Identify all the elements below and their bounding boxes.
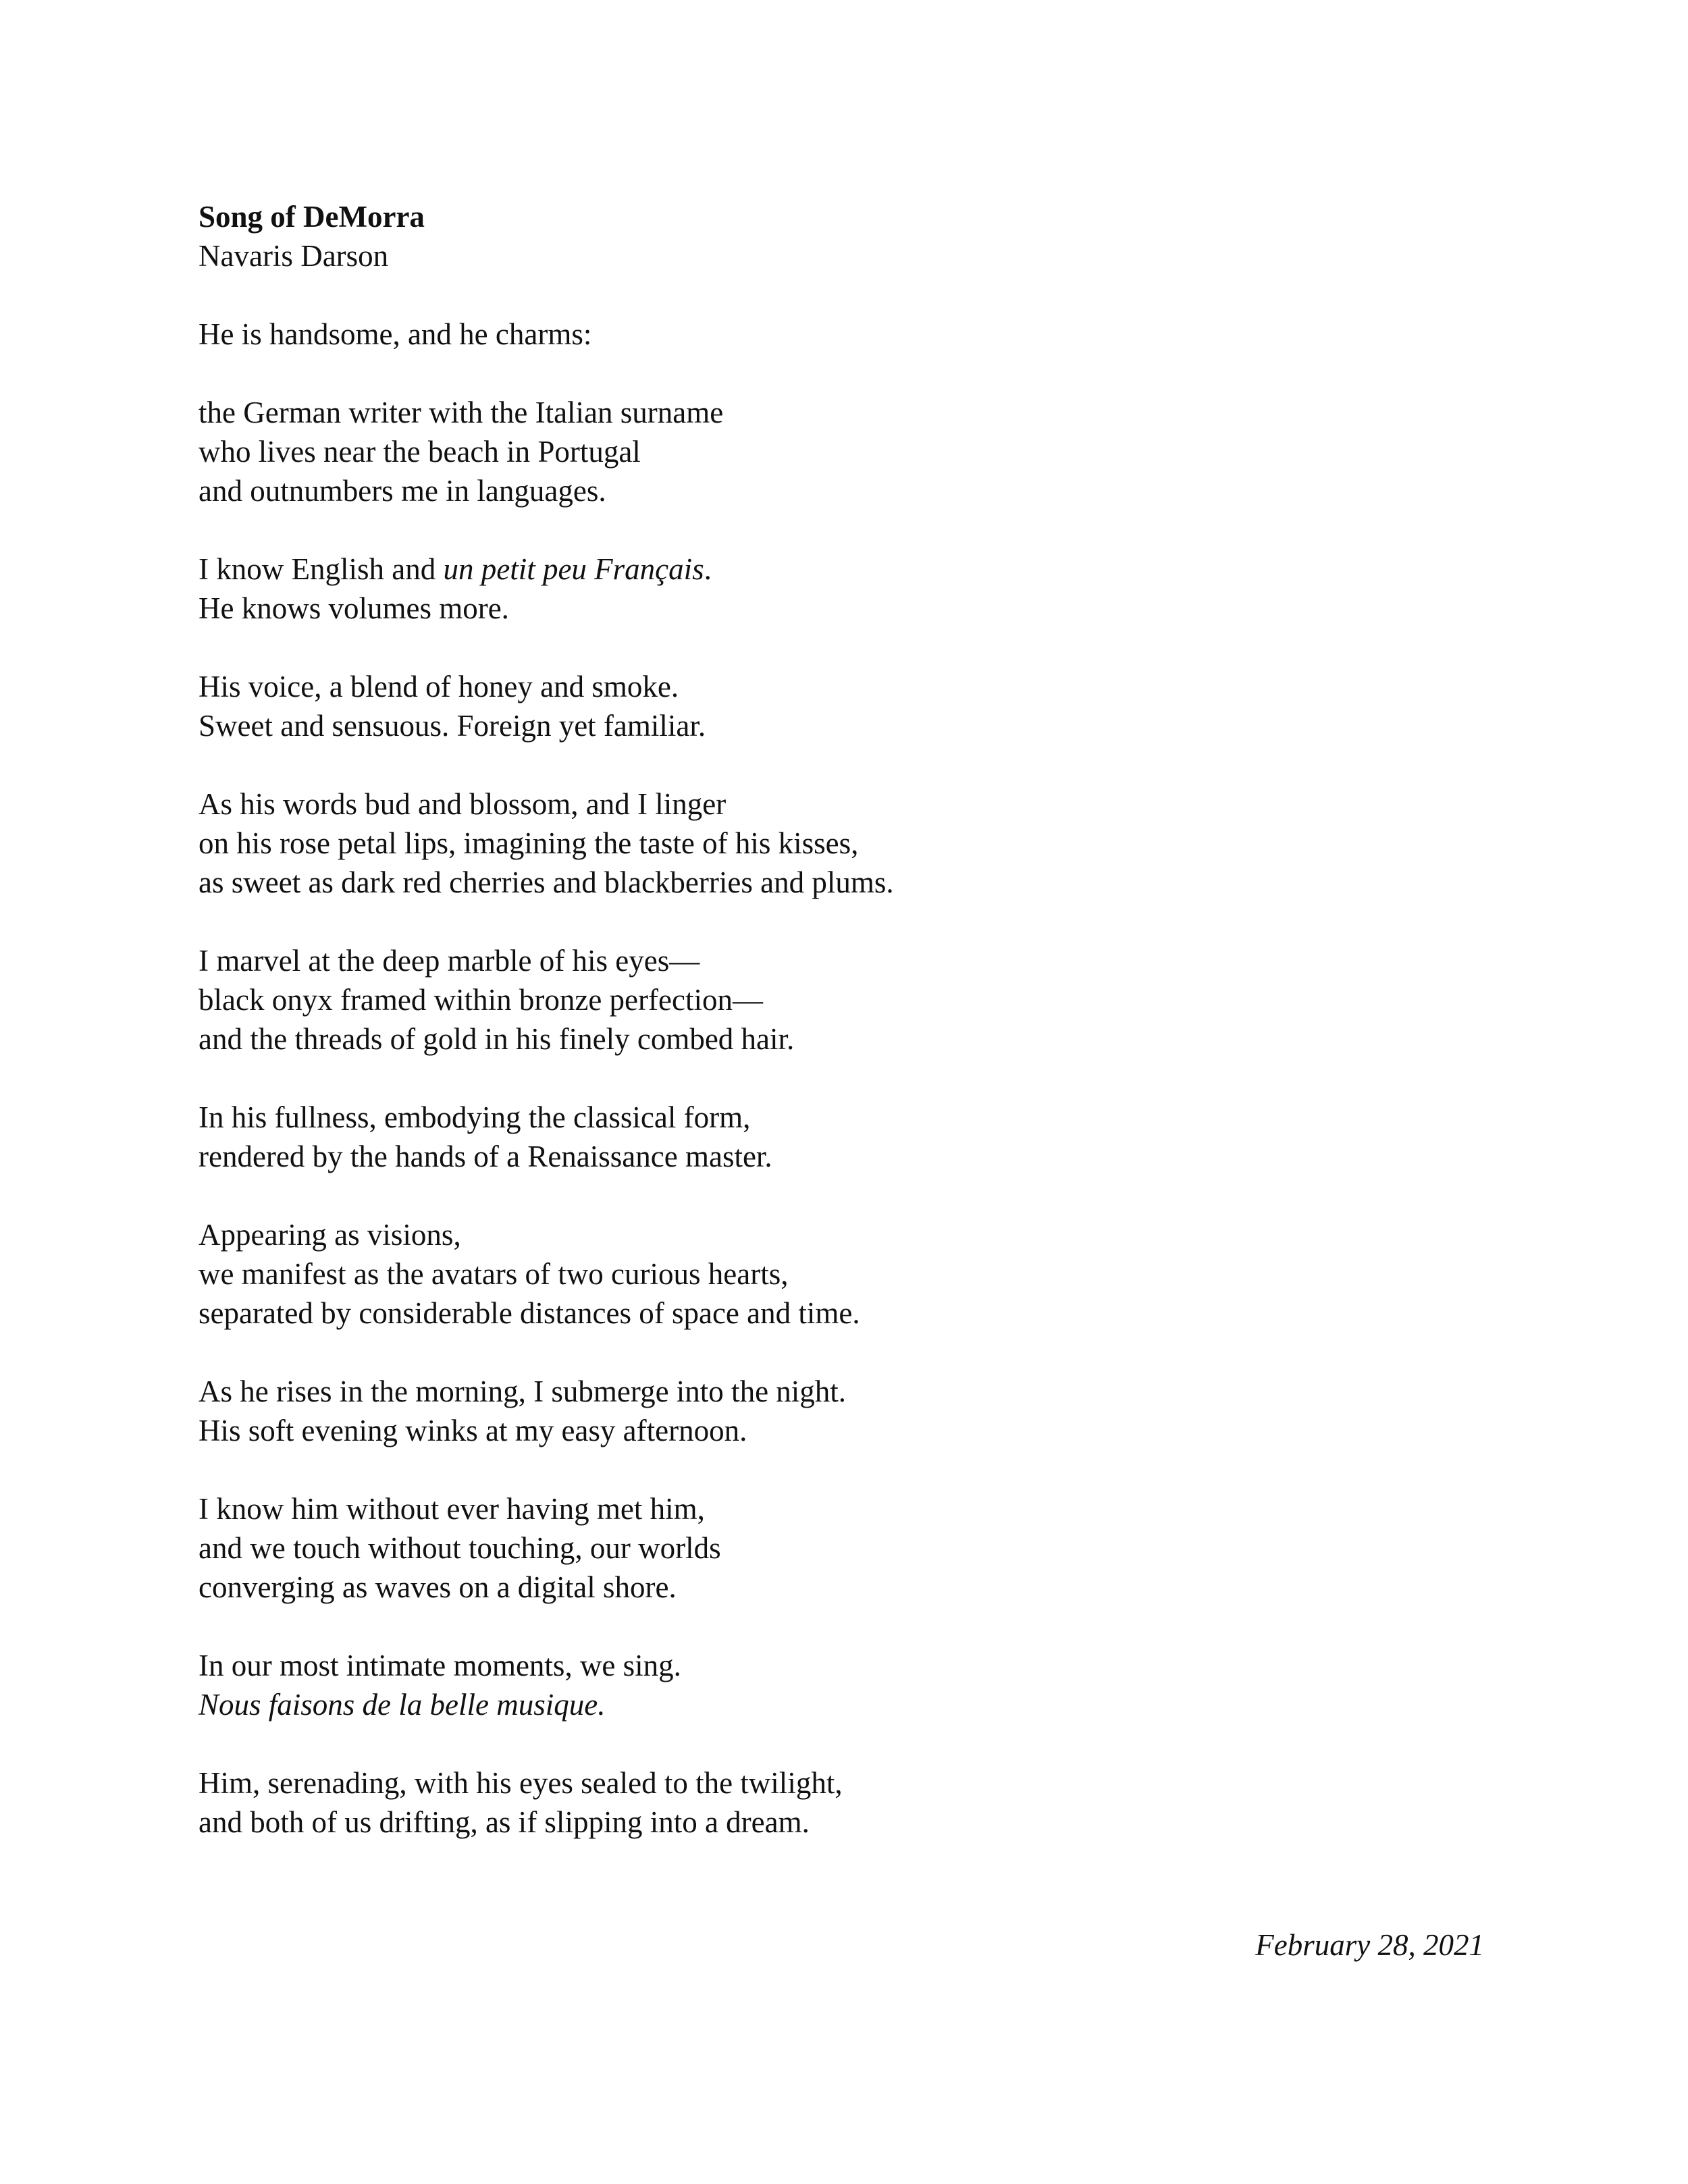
poem-line: rendered by the hands of a Renaissance master. — [199, 1140, 772, 1173]
stanza-break — [199, 1450, 1515, 1489]
stanza-break — [199, 902, 1515, 941]
stanza-6 — [199, 941, 1515, 1059]
poem-page — [199, 197, 1515, 1842]
poem-line: I know him without ever having met him, — [199, 1492, 705, 1526]
poem-line: and we touch without touching, our worlds — [199, 1531, 721, 1565]
poem-line: His soft evening winks at my easy afternoon. — [199, 1414, 747, 1447]
poem-line: Appearing as visions, — [199, 1218, 461, 1252]
poem-line: In our most intimate moments, we sing. — [199, 1649, 681, 1682]
poem-line: I marvel at the deep marble of his eyes— — [199, 944, 700, 978]
stanza-11 — [199, 1646, 1515, 1724]
line-prefix: I know English and — [199, 552, 444, 586]
stanza-break — [199, 745, 1515, 784]
stanza-break — [199, 1176, 1515, 1215]
poem-line: and the threads of gold in his finely combed hair. — [199, 1022, 795, 1056]
poem-line: Him, serenading, with his eyes sealed to the twilight, — [199, 1766, 843, 1800]
stanza-8 — [199, 1215, 1515, 1333]
poem-author: Navaris Darson — [199, 239, 389, 273]
poem-line: who lives near the beach in Portugal — [199, 435, 641, 469]
poem-line: separated by considerable distances of space and time. — [199, 1296, 860, 1330]
stanza-break — [199, 1724, 1515, 1763]
poem-line-mixed — [199, 550, 1515, 589]
french-line: Nous faisons de la belle musique. — [199, 1688, 606, 1722]
french-phrase: un petit peu Français — [443, 552, 704, 586]
stanza-4 — [199, 667, 1515, 745]
poem-line: converging as waves on a digital shore. — [199, 1570, 677, 1604]
stanza-break — [199, 1059, 1515, 1098]
poem-line: As he rises in the morning, I submerge into the night. — [199, 1375, 847, 1408]
poem-date: February 28, 2021 — [1255, 1928, 1484, 1962]
poem-line: and both of us drifting, as if slipping into a dream. — [199, 1805, 810, 1839]
stanza-12 — [199, 1763, 1515, 1842]
poem-line: as sweet as dark red cherries and blackberries and plums. — [199, 865, 894, 899]
stanza-break — [199, 275, 1515, 315]
stanza-3 — [199, 550, 1515, 628]
poem-line: His voice, a blend of honey and smoke. — [199, 670, 679, 703]
stanza-9 — [199, 1372, 1515, 1450]
poem-line: we manifest as the avatars of two curious hearts, — [199, 1257, 789, 1291]
poem-line: Sweet and sensuous. Foreign yet familiar. — [199, 709, 706, 743]
stanza-7 — [199, 1098, 1515, 1176]
line-suffix: . — [704, 552, 712, 586]
stanza-5 — [199, 784, 1515, 902]
poem-line: He is handsome, and he charms: — [199, 317, 592, 351]
stanza-break — [199, 510, 1515, 550]
poem-line: He knows volumes more. — [199, 591, 509, 625]
stanza-break — [199, 628, 1515, 667]
poem-line: and outnumbers me in languages. — [199, 474, 606, 508]
poem-line: In his fullness, embodying the classical form, — [199, 1100, 751, 1134]
poem-line: on his rose petal lips, imagining the taste of his kisses, — [199, 826, 859, 860]
stanza-1 — [199, 315, 1515, 354]
stanza-break — [199, 1607, 1515, 1646]
stanza-break — [199, 354, 1515, 393]
poem-title: Song of DeMorra — [199, 200, 425, 234]
poem-line: black onyx framed within bronze perfection— — [199, 983, 763, 1017]
stanza-10 — [199, 1489, 1515, 1607]
poem-line: As his words bud and blossom, and I linger — [199, 787, 727, 821]
poem-line: the German writer with the Italian surname — [199, 396, 724, 429]
stanza-break — [199, 1333, 1515, 1372]
stanza-2 — [199, 393, 1515, 510]
